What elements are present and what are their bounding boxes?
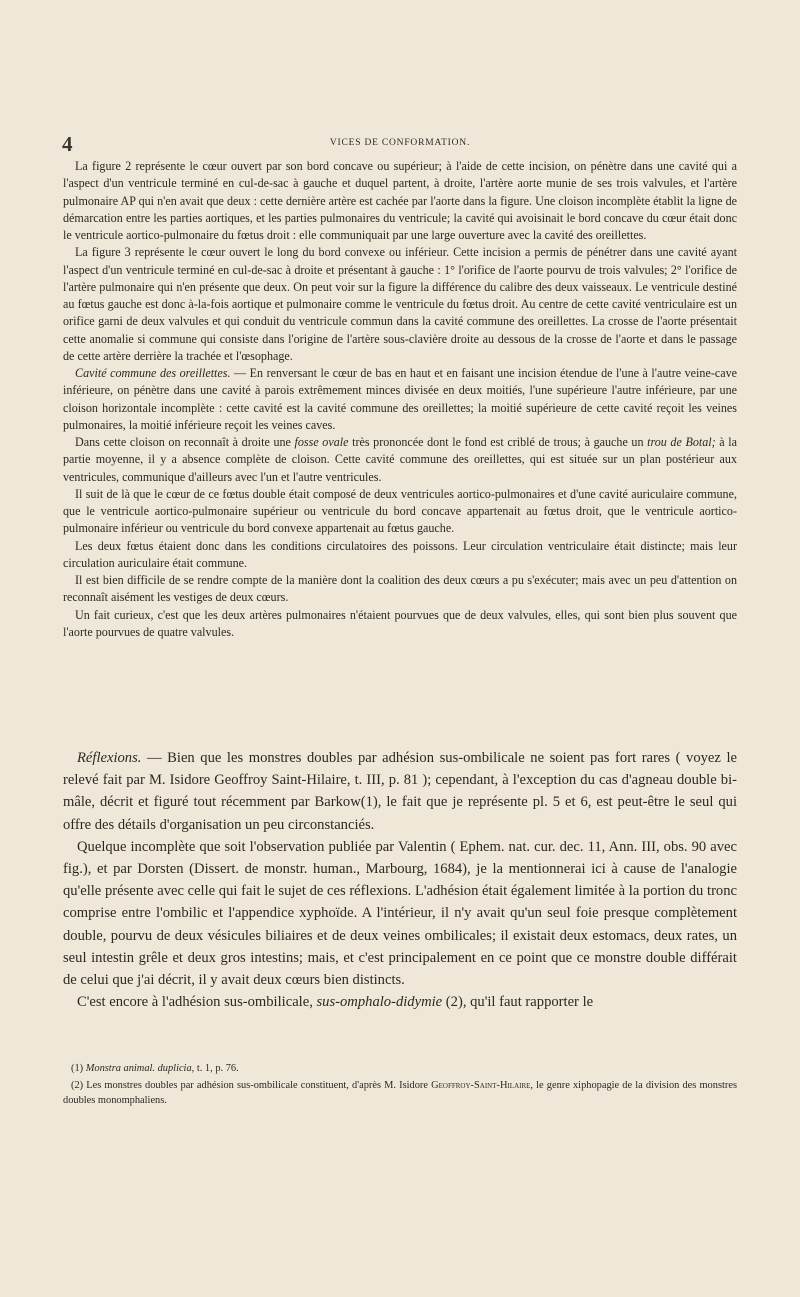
large-print-section	[63, 747, 737, 1013]
author-name: Geoffroy-Saint-Hilaire	[431, 1080, 531, 1092]
footnote-marker: (1)	[71, 1063, 86, 1074]
paragraph	[63, 991, 737, 1013]
section-heading: Réflexions.	[77, 750, 142, 766]
paragraph: Il est bien difficile de se rendre compte de la manière dont la coalition des deux cœurs a pu s'exécuter; mais avec un peu d'attention on reconnaît aisément les vestiges de deux cœurs.	[63, 573, 737, 605]
italic-term: fosse ovale	[294, 435, 349, 449]
paragraph	[63, 365, 737, 434]
paragraph-text: (2), qu'il faut rapporter le	[442, 994, 594, 1011]
footnote	[63, 1061, 737, 1076]
italic-term: sus-omphalo-didymie	[316, 994, 443, 1011]
paragraph: Quelque incomplète que soit l'observation publiée par Valentin ( Ephem. nat. cur. dec. 11, Ann. III, obs. 90 avec fig.), et par Dorsten (Dissert. de monstr. human., Marbourg, 1684), je la mentionnerai ici à cause de l'analogie qu'elle présente avec celle qui fait le sujet de ces réflexions. L'adhésion était également limitée à la portion du tronc comprise entre l'ombilic et l'appendice xyphoïde. A l'intérieur, il n'y avait qu'un seul foie presque complètement double, pourvu de deux vésicules biliaires et de deux veines ombilicales; il existait deux estomacs, deux rates, un seul intestin grêle et deux gros intestins; mais, et c'est principalement en ce point que ce monstre double différait de celui que j'ai décrit, il y avait deux cœurs bien distincts.	[63, 838, 737, 989]
page-number: 4	[62, 132, 73, 156]
paragraph: Un fait curieux, c'est que les deux artères pulmonaires n'étaient pourvues que de deux valvules, elles, qui sont bien plus souvent que l'aorte pourvues de quatre valvules.	[63, 607, 737, 639]
paragraph-text: Dans cette cloison on reconnaît à droite une	[75, 435, 295, 449]
paragraph-text: à la partie moyenne, il y a absence complète de cloison. Cette cavité commune des oreillettes, qui est située sur un plan postérieur aux ventricules, communique d'ailleurs avec l'un et l'autre ventricules.	[63, 435, 737, 484]
page-header	[62, 132, 738, 156]
paragraph: Les deux fœtus étaient donc dans les conditions circulatoires des poissons. Leur circulation ventriculaire était distincte; mais leur circulation auriculaire était commune.	[63, 538, 737, 570]
italic-term: Monstra animal. duplicia	[85, 1063, 192, 1074]
small-print-section	[63, 158, 737, 641]
footnote-text: , t. 1, p. 76.	[191, 1063, 239, 1074]
paragraph	[63, 747, 737, 836]
paragraph-text: — Bien que les monstres doubles par adhésion sus-ombilicale ne soient pas fort rares ( voyez le relevé fait par M. Isidore Geoffroy Saint-Hilaire, t. III, p. 81 ); cependant, à l'exception du cas d'agneau double bi-mâle, décrit et figuré tout récemment par Barkow(1), le fait que je représente pl. 5 et 6, est peut-être le seul qui offre des détails d'organisation un peu circonstanciés.	[63, 750, 737, 833]
running-title: VICES DE CONFORMATION.	[329, 138, 471, 148]
footnote-text: , le genre xiphopagie de la division des monstres doubles monomphaliens.	[63, 1080, 737, 1107]
footnote	[63, 1078, 737, 1108]
footnote-text: (2) Les monstres doubles par adhésion sus-ombilicale constituent, d'après M. Isidore	[71, 1080, 432, 1092]
paragraph-text: — En renversant le cœur de bas en haut et en faisant une incision étendue de l'une à l'autre veine-cave inférieure, on pénètre dans une cavité à parois extrêmement minces divisée en deux moitiés, l'une supérieure l'autre inférieure, par une cloison horizontale incomplète : cette cavité est la cavité commune des oreillettes; la moitié supérieure de cette cavité reçoit les veines pulmonaires, la moitié inférieure reçoit les veines caves.	[63, 366, 738, 432]
footnotes	[63, 1061, 737, 1111]
paragraph-text: très prononcée dont le fond est criblé de trous; à gauche un	[348, 435, 648, 449]
paragraph	[63, 434, 737, 486]
paragraph: Il suit de là que le cœur de ce fœtus double était composé de deux ventricules aortico-pulmonaires et d'une cavité auriculaire commune, que le ventricule aortico-pulmonaire supérieur ou ventricule du bord concave appartenait au fœtus droit, que le ventricule aortico-pulmonaire inférieur ou ventricule du bord convexe appartenait au fœtus gauche.	[63, 486, 737, 536]
paragraph: La figure 2 représente le cœur ouvert par son bord concave ou supérieur; à l'aide de cette incision, on pénètre dans une cavité qui a l'aspect d'un ventricule terminé en cul-de-sac à gauche et duquel partent, à droite, l'artère aorte munie de ses trois valvules, et l'artère pulmonaire AP qui n'en avait que deux : cette dernière artère est cachée par l'aorte dans la figure. Une cloison incomplète établit la ligne de démarcation entre les parties aortiques, et les parties pulmonaires du ventricule; la cavité qui avoisinait le bord concave du cœur était donc le ventricule aortico-pulmonaire du fœtus droit : elle communiquait par une large ouverture avec la cavité des oreillettes.	[63, 159, 737, 242]
italic-term: trou de Botal;	[647, 435, 716, 449]
section-heading: Cavité commune des oreillettes.	[75, 366, 231, 380]
paragraph-text: C'est encore à l'adhésion sus-ombilicale,	[77, 994, 317, 1011]
paragraph: La figure 3 représente le cœur ouvert le long du bord convexe ou inférieur. Cette incision a permis de pénétrer dans une cavité ayant l'aspect d'un ventricule terminé en cul-de-sac à droite et présentant à gauche : 1° l'orifice de l'aorte pourvu de trois valvules; 2° l'orifice de l'artère pulmonaire qui n'en présente que deux. On peut voir sur la figure la différence du calibre des deux vaisseaux. Le ventricule destiné au fœtus gauche est donc à-la-fois aortique et pulmonaire comme le ventricule du fœtus droit. Au centre de cette cavité ventriculaire est un orifice garni de deux valvules et qui conduit du ventricule commun dans la cavité commune des oreillettes. La crosse de l'aorte présentait cette anomalie si commune qui consiste dans l'origine de l'artère sous-clavière droite au dessous de la crosse de l'aorte et dans le passage de cette artère derrière la trachée et l'œsophage.	[63, 245, 737, 363]
